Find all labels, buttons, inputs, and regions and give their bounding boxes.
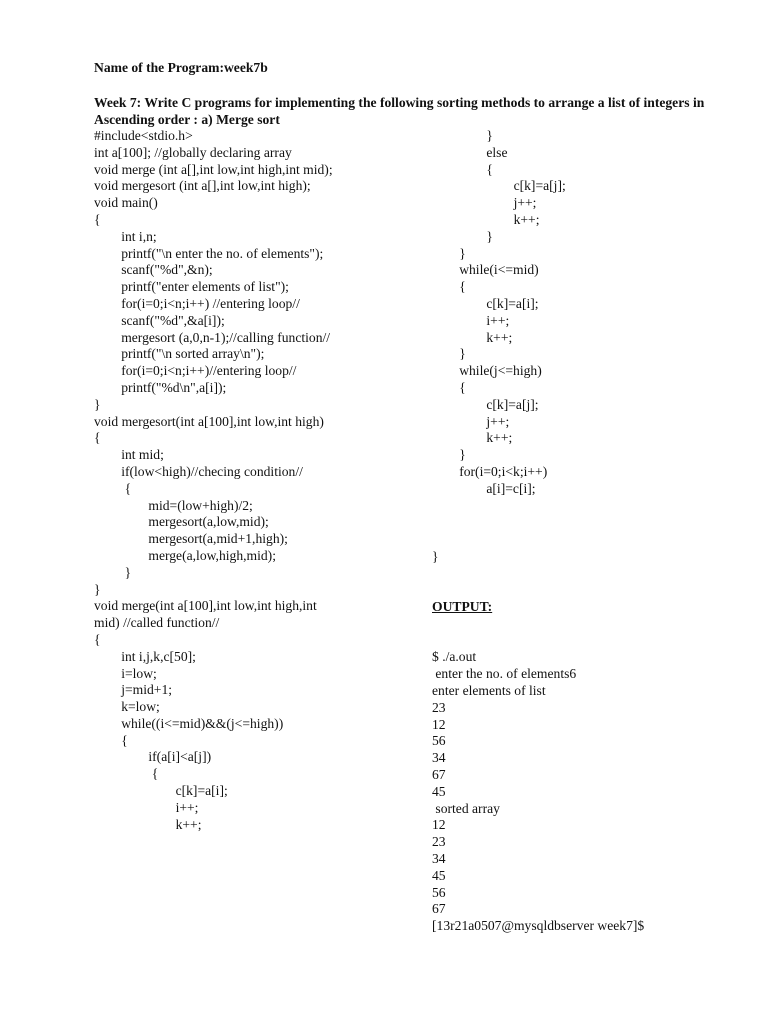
code-line: c[k]=a[i]; [94, 783, 228, 799]
program-name: Name of the Program:week7b [94, 60, 268, 75]
code-line: { [94, 732, 128, 748]
output-line: 34 [432, 850, 446, 866]
code-line: } [432, 228, 493, 244]
code-line: void mergesort (int a[],int low,int high); [94, 178, 311, 194]
code-line: { [94, 631, 101, 647]
code-line: if(a[i]<a[j]) [94, 749, 212, 765]
output-line: 45 [432, 867, 446, 883]
code-line: while(j<=high) [432, 363, 542, 379]
code-line: for(i=0;i<k;i++) [432, 463, 548, 479]
code-line: k++; [432, 430, 513, 446]
code-line: for(i=0;i<n;i++)//entering loop// [94, 363, 297, 379]
code-line: printf("\n sorted array\n"); [94, 346, 265, 362]
code-line: mid=(low+high)/2; [94, 497, 253, 513]
code-line: } [432, 245, 466, 261]
output-line: enter the no. of elements6 [432, 666, 577, 682]
code-line: mid) //called function// [94, 615, 220, 631]
code-line: { [432, 161, 493, 177]
code-line: } [432, 128, 493, 143]
code-line: { [94, 211, 101, 227]
output-line: enter elements of list [432, 682, 546, 698]
output-line: 56 [432, 884, 446, 900]
code-line: void merge(int a[100],int low,int high,int [94, 598, 317, 614]
code-line: { [94, 430, 101, 446]
code-line: k++; [432, 329, 513, 345]
code-line: void merge (int a[],int low,int high,int mid); [94, 161, 333, 177]
output-line: [13r21a0507@mysqldbserver week7]$ [432, 918, 645, 934]
code-line: { [94, 480, 132, 496]
code-line: i=low; [94, 665, 157, 681]
code-line: int a[100]; //globally declaring array [94, 144, 292, 160]
code-line: } [94, 581, 101, 597]
week-title: Week 7: Write C programs for implementing the following sorting methods to arrange a list of integers in Ascending order : a) Merge sort [94, 95, 705, 127]
code-line: a[i]=c[i]; [432, 480, 536, 496]
closing-brace: } [432, 548, 439, 564]
code-line: printf("%d\n",a[i]); [94, 379, 227, 395]
output-label: OUTPUT: [432, 598, 493, 614]
output-line: sorted array [432, 800, 500, 816]
code-line: int i,n; [94, 228, 157, 244]
code-line: while((i<=mid)&&(j<=high)) [94, 715, 284, 731]
output-line: 12 [432, 817, 446, 833]
output-line: 23 [432, 834, 446, 850]
code-line: else [432, 144, 508, 160]
output-line: 67 [432, 766, 446, 782]
code-line: k=low; [94, 699, 160, 715]
output-line: 67 [432, 901, 446, 917]
code-line: } [94, 564, 132, 580]
code-line: { [432, 279, 466, 295]
code-line: k++; [432, 211, 540, 227]
code-line: j++; [432, 195, 537, 211]
output-line: $ ./a.out [432, 649, 477, 665]
code-line: while(i<=mid) [432, 262, 539, 278]
code-line: j=mid+1; [94, 682, 173, 698]
code-line: scanf("%d",&n); [94, 262, 213, 278]
code-line: } [432, 447, 466, 463]
output-line: 12 [432, 716, 446, 732]
code-line: { [432, 379, 466, 395]
code-line: mergesort(a,low,mid); [94, 514, 269, 530]
output-line: 56 [432, 733, 446, 749]
code-line: #include<stdio.h> [94, 128, 193, 143]
code-line: } [94, 396, 101, 412]
code-line: k++; [94, 816, 202, 832]
code-right-column [432, 128, 566, 498]
output-lines [432, 649, 644, 935]
output-line: 34 [432, 750, 446, 766]
code-line: if(low<high)//checing condition// [94, 463, 303, 479]
code-line: mergesort(a,mid+1,high); [94, 531, 288, 547]
code-line: i++; [432, 312, 510, 328]
code-line: int mid; [94, 447, 164, 463]
code-line: void main() [94, 195, 158, 211]
code-line: c[k]=a[i]; [432, 295, 539, 311]
code-line: c[k]=a[j]; [432, 396, 539, 412]
code-line: c[k]=a[j]; [432, 178, 566, 194]
output-section [432, 515, 644, 969]
code-line: int i,j,k,c[50]; [94, 648, 196, 664]
code-left-column [94, 128, 333, 833]
code-line: printf("\n enter the no. of elements"); [94, 245, 324, 261]
output-line: 45 [432, 783, 446, 799]
code-line: printf("enter elements of list"); [94, 279, 289, 295]
code-line: scanf("%d",&a[i]); [94, 312, 225, 328]
code-line: } [432, 346, 466, 362]
code-line: { [94, 766, 159, 782]
code-line: mergesort (a,0,n-1);//calling function// [94, 329, 331, 345]
code-line: merge(a,low,high,mid); [94, 547, 276, 563]
code-line: j++; [432, 413, 510, 429]
code-line: void mergesort(int a[100],int low,int high) [94, 413, 324, 429]
output-line: 23 [432, 699, 446, 715]
code-line: for(i=0;i<n;i++) //entering loop// [94, 295, 300, 311]
code-line: i++; [94, 799, 199, 815]
